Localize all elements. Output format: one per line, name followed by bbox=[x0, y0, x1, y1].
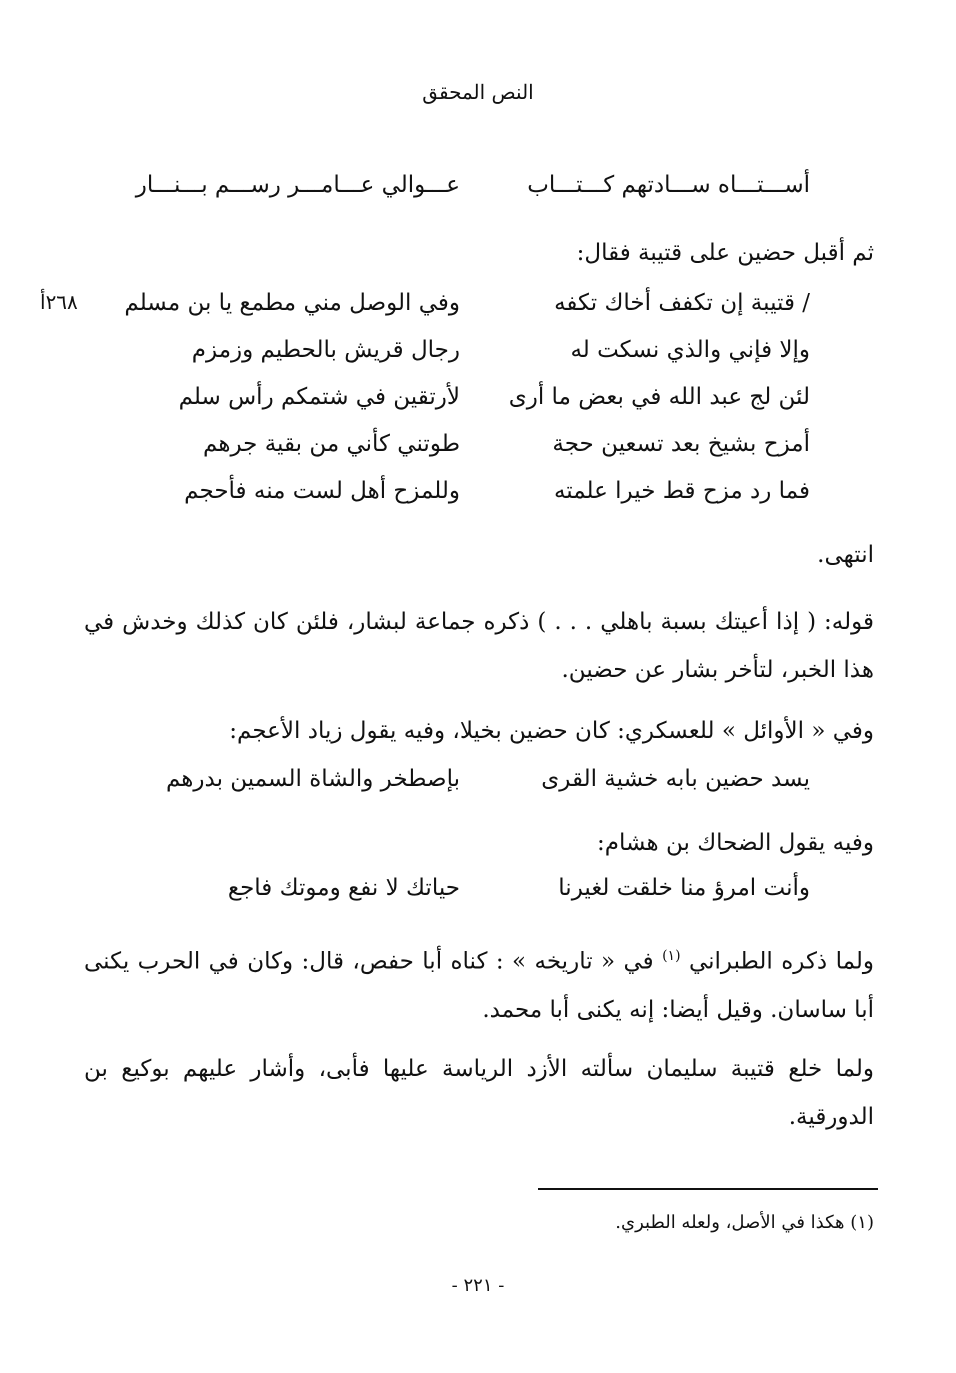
footnote: (١) هكذا في الأصل، ولعله الطبري. bbox=[615, 1212, 874, 1233]
poem-verse bbox=[124, 290, 810, 334]
poem-verse bbox=[160, 384, 810, 428]
verse-hemistich-2: وللمزح أهل لست منه فأحجم bbox=[184, 478, 460, 504]
page-number: - ٢٢١ - bbox=[451, 1275, 505, 1296]
verse-top bbox=[135, 172, 810, 216]
poem-verse bbox=[160, 431, 810, 475]
paragraph-1: قوله: ( إذا أعيتك بسبة باهلي . . . ) ذكره جماعة لبشار، فلئن كان كذلك وخدش في هذا الخبر، لتأخر بشار عن حضين. bbox=[84, 609, 874, 683]
intro-line: ثم أقبل حضين على قتيبة فقال: bbox=[576, 240, 874, 266]
verse-hemistich-2: رجال قريش بالحطيم وزمزم bbox=[191, 337, 460, 363]
poem-verse bbox=[160, 337, 810, 381]
verse-hemistich-2: طوتني كأني من بقية جرهم bbox=[203, 431, 460, 457]
verse-hemistich-1: / قتيبة إن تكفف أخاك تكفه bbox=[554, 290, 810, 316]
end-word: انتهى. bbox=[817, 542, 874, 568]
verse-ziyad bbox=[160, 766, 810, 810]
verse-hemistich-1: فما رد مزح قط خيرا علمته bbox=[553, 478, 810, 504]
paragraph-4-text-b: في « تاريخه » : كناه أبا حفص، قال: وكان في الحرب يكنى أبا ساسان. وقيل أيضا: إنه يكنى أبا محمد. bbox=[84, 948, 874, 1023]
verse-hemistich-1: وأنت امرؤ منا خلقت لغيرنا bbox=[558, 875, 810, 901]
footnote-divider bbox=[538, 1188, 878, 1190]
verse-hemistich-2: عـــوالي عـــامـــر رســـم بـــنـــار bbox=[135, 172, 460, 198]
paragraph-2: وفي « الأوائل » للعسكري: كان حضين بخيلا، وفيه يقول زياد الأعجم: bbox=[229, 718, 874, 744]
verse-hemistich-1: لئن لج عبد الله في بعض ما أرى bbox=[508, 384, 810, 410]
footnote-marker: (١) bbox=[662, 948, 681, 964]
verse-hemistich-1: وإلا فإني والذي نسكت له bbox=[570, 337, 810, 363]
verse-hemistich-1: يسد حضين بابه خشية القرى bbox=[541, 766, 810, 792]
verse-hemistich-2: لأرتقين في شتمكم رأس سلم bbox=[178, 384, 460, 410]
paragraph-4 bbox=[84, 932, 874, 1034]
verse-hemistich-2: بإصطخر والشاة السمين بدرهم bbox=[165, 766, 460, 792]
verse-hemistich-1: أســـتـــاه ســـادتهم كـــتـــاب bbox=[527, 172, 810, 198]
verse-hemistich-2: وفي الوصل مني مطمع يا بن مسلم bbox=[124, 290, 460, 316]
paragraph-4-text-a: ولما ذكره الطبراني bbox=[688, 948, 874, 975]
verse-hemistich-1: أمزح بشيخ بعد تسعين حجة bbox=[552, 431, 810, 457]
paragraph-3: وفيه يقول الضحاك بن هشام: bbox=[597, 830, 874, 856]
verse-hemistich-2: حياتك لا نفع وموتك فاجع bbox=[227, 875, 460, 901]
margin-folio-ref: ٢٦٨أ bbox=[40, 290, 78, 314]
running-header: النص المحقق bbox=[422, 80, 534, 104]
poem-verse bbox=[160, 478, 810, 522]
paragraph-5: ولما خلع قتيبة سليمان سألته الأزد الرياسة عليها فأبى، وأشار عليهم بوكيع بن الدورقية. bbox=[84, 1056, 874, 1130]
verse-dahhak bbox=[160, 875, 810, 919]
